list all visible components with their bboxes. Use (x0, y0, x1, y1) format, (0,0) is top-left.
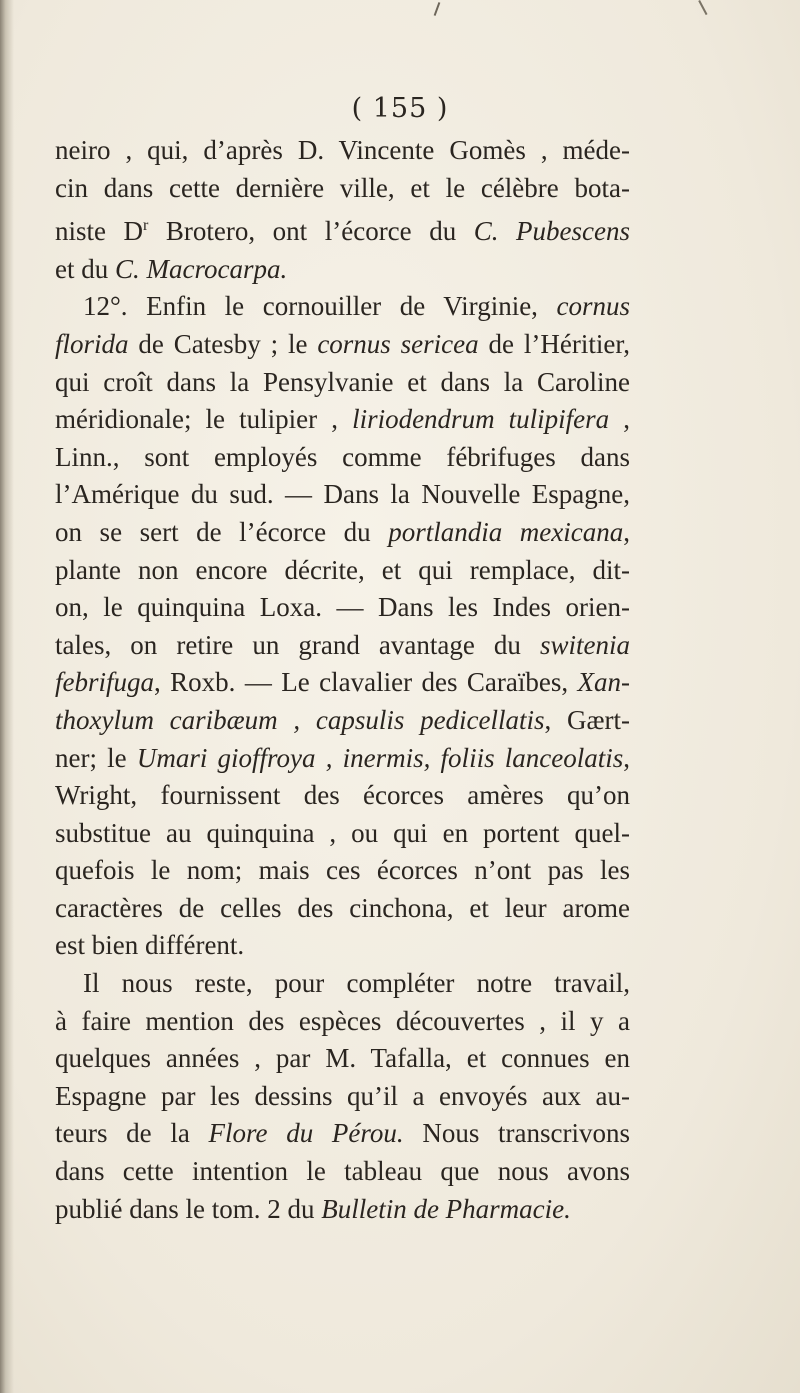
text-line: thoxylum caribæum , capsulis pedicellatis, Gært- (55, 704, 631, 735)
text-line: est bien différent. (55, 930, 245, 961)
text-line: Linn., sont employés comme fébrifuges dans (55, 441, 630, 472)
text-line: qui croît dans la Pensylvanie et dans la Caroline (55, 366, 630, 397)
text-line: dans cette intention le tableau que nous avons (55, 1156, 630, 1187)
ink-mark (434, 2, 441, 16)
text-line: 12°. Enfin le cornouiller de Virginie, cornus (83, 291, 630, 322)
text-line: Espagne par les dessins qu’il a envoyés aux au- (55, 1080, 630, 1111)
text-line: à faire mention des espèces découvertes , il y a (55, 1005, 630, 1036)
text-line: febrifuga, Roxb. — Le clavalier des Caraïbes, Xan- (55, 667, 630, 698)
text-line: niste $D^r$ Brotero, ont l’écorce du C. Pubescens (55, 216, 631, 247)
text-line: plante non encore décrite, et qui remplace, dit- (55, 554, 630, 585)
text-line: ner; le Umari gioffroya , inermis, foliis lanceolatis, (55, 742, 630, 773)
page-number: ( 155 ) (351, 93, 449, 124)
text-line: on, le quinquina Loxa. — Dans les Indes orien- (55, 592, 630, 623)
text-line: neiro , qui, d’après D. Vincente Gomès , méde- (55, 135, 630, 165)
text-line: cin dans cette dernière ville, et le célèbre bota- (55, 172, 630, 203)
ink-mark (698, 0, 707, 15)
text-line: tales, on retire un grand avantage du switenia (55, 629, 630, 660)
body-text (55, 132, 630, 1228)
text-line: teurs de la Flore du Pérou. Nous transcrivons (55, 1118, 630, 1149)
text-line: méridionale; le tulipier , liriodendrum tulipifera , (55, 404, 631, 435)
text-line: on se sert de l’écorce du portlandia mexicana, (55, 516, 630, 547)
text-line: Il nous reste, pour compléter notre travail, (83, 968, 630, 999)
page-binding-edge (0, 0, 14, 1393)
text-line: Wright, fournissent des écorces amères qu’on (55, 780, 630, 811)
text-line: quefois le nom; mais ces écorces n’ont pas les (55, 855, 630, 886)
text-line: l’Amérique du sud. — Dans la Nouvelle Espagne, (55, 479, 630, 510)
text-line: publié dans le tom. 2 du Bulletin de Pharmacie. (55, 1193, 571, 1224)
text-line: caractères de celles des cinchona, et leur arome (55, 892, 630, 923)
text-line: florida de Catesby ; le cornus sericea de l’Héritier, (55, 328, 630, 359)
text-line: substitue au quinquina , ou qui en portent quel- (55, 817, 630, 848)
text-line: quelques années , par M. Tafalla, et connues en (55, 1043, 630, 1074)
text-line: et du C. Macrocarpa. (55, 253, 288, 284)
